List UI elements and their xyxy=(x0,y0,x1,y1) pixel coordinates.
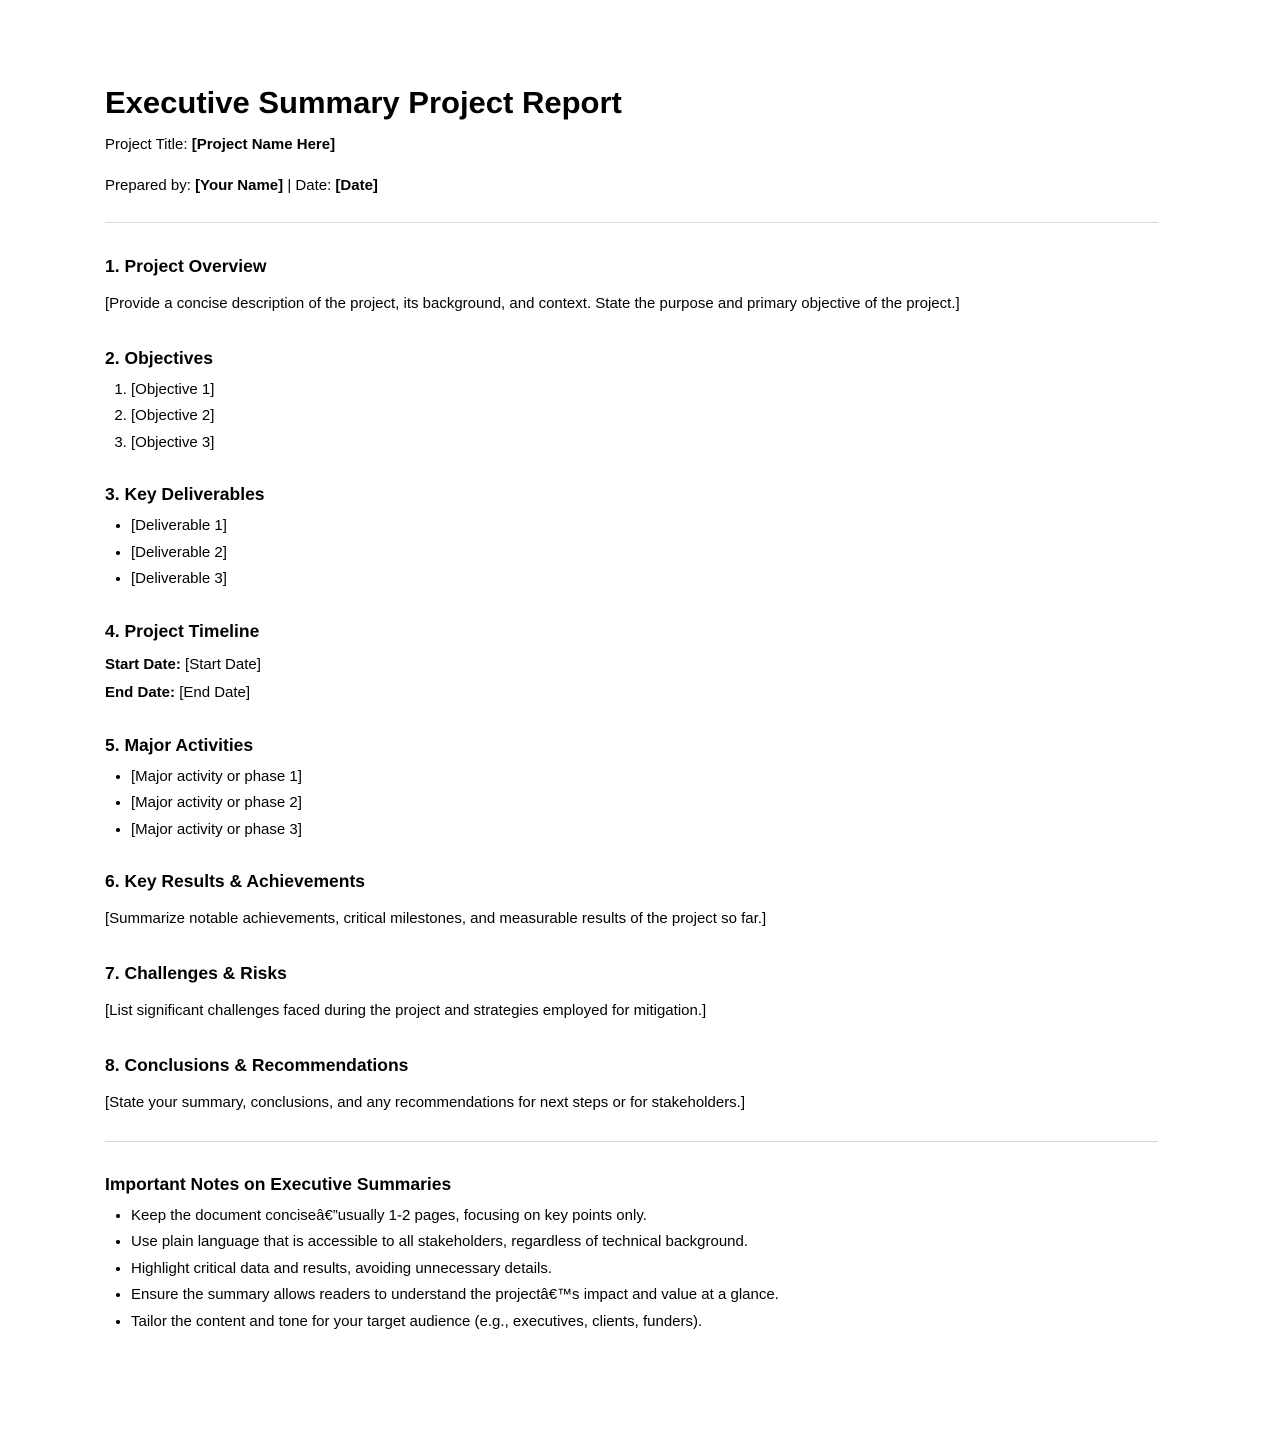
project-title-label: Project Title: xyxy=(105,136,188,154)
end-date-value: [End Date] xyxy=(179,683,251,701)
section-paragraph-key-results: [Summarize notable achievements, critical milestones, and measurable results of the project so far.] xyxy=(105,910,767,928)
list-item: • Tailor the content and tone for your target audience (e.g., executives, clients, funders). xyxy=(131,1314,1158,1331)
prepared-by-value: [Your Name] xyxy=(195,177,284,195)
end-date-label: End Date: xyxy=(105,683,176,701)
project-title-value: [Project Name Here] xyxy=(191,136,336,154)
objectives-list xyxy=(105,382,1158,452)
list-item: • [Major activity or phase 2] xyxy=(131,795,1158,812)
list-item: • Highlight critical data and results, avoiding unnecessary details. xyxy=(131,1261,1158,1278)
page-title: Executive Summary Project Report xyxy=(105,85,622,120)
header-divider xyxy=(105,222,1158,223)
footer-divider xyxy=(105,1141,1158,1142)
section-paragraph-challenges-risks: [List significant challenges faced during the project and strategies employed for mitigation.] xyxy=(105,1002,707,1020)
date-label: Date: xyxy=(295,177,332,195)
notes-heading: Important Notes on Executive Summaries xyxy=(105,1173,452,1194)
list-item: • [Major activity or phase 3] xyxy=(131,822,1158,839)
deliverables-list xyxy=(105,518,1158,588)
section-heading-key-results: 6. Key Results & Achievements xyxy=(105,871,366,892)
list-item: 1. [Objective 1] xyxy=(131,382,1158,399)
section-heading-major-activities: 5. Major Activities xyxy=(105,734,254,755)
project-title-line xyxy=(105,136,1158,154)
list-item: • Use plain language that is accessible to all stakeholders, regardless of technical background. xyxy=(131,1234,1158,1251)
list-item: 3. [Objective 3] xyxy=(131,435,1158,452)
section-heading-challenges-risks: 7. Challenges & Risks xyxy=(105,963,287,984)
start-date-label: Start Date: xyxy=(105,655,181,673)
list-item: • Ensure the summary allows readers to understand the projectâ€™s impact and value at a glance. xyxy=(131,1287,1158,1304)
start-date-value: [Start Date] xyxy=(185,655,261,673)
prepared-by-label: Prepared by: xyxy=(105,177,191,195)
date-value: [Date] xyxy=(335,177,378,195)
list-item: • Keep the document conciseâ€”usually 1-2 pages, focusing on key points only. xyxy=(131,1208,1158,1225)
activities-list xyxy=(105,769,1158,839)
start-date-line xyxy=(105,656,1158,674)
section-heading-project-overview: 1. Project Overview xyxy=(105,256,267,277)
section-heading-project-timeline: 4. Project Timeline xyxy=(105,620,260,641)
notes-list xyxy=(105,1208,1158,1331)
section-heading-objectives: 2. Objectives xyxy=(105,347,213,368)
end-date-line xyxy=(105,684,1158,702)
meta-separator: | xyxy=(287,177,292,195)
list-item: • [Major activity or phase 1] xyxy=(131,769,1158,786)
section-paragraph-conclusions: [State your summary, conclusions, and any recommendations for next steps or for stakeholders.] xyxy=(105,1093,746,1111)
section-paragraph-project-overview: [Provide a concise description of the project, its background, and context. State the purpose and primary objective of the project.] xyxy=(105,295,960,313)
document xyxy=(105,0,1158,1430)
list-item: • [Deliverable 1] xyxy=(131,518,1158,535)
section-heading-conclusions: 8. Conclusions & Recommendations xyxy=(105,1054,409,1075)
list-item: 2. [Objective 2] xyxy=(131,408,1158,425)
list-item: • [Deliverable 2] xyxy=(131,545,1158,562)
list-item: • [Deliverable 3] xyxy=(131,571,1158,588)
prepared-by-line xyxy=(105,177,1158,195)
section-heading-key-deliverables: 3. Key Deliverables xyxy=(105,484,265,505)
